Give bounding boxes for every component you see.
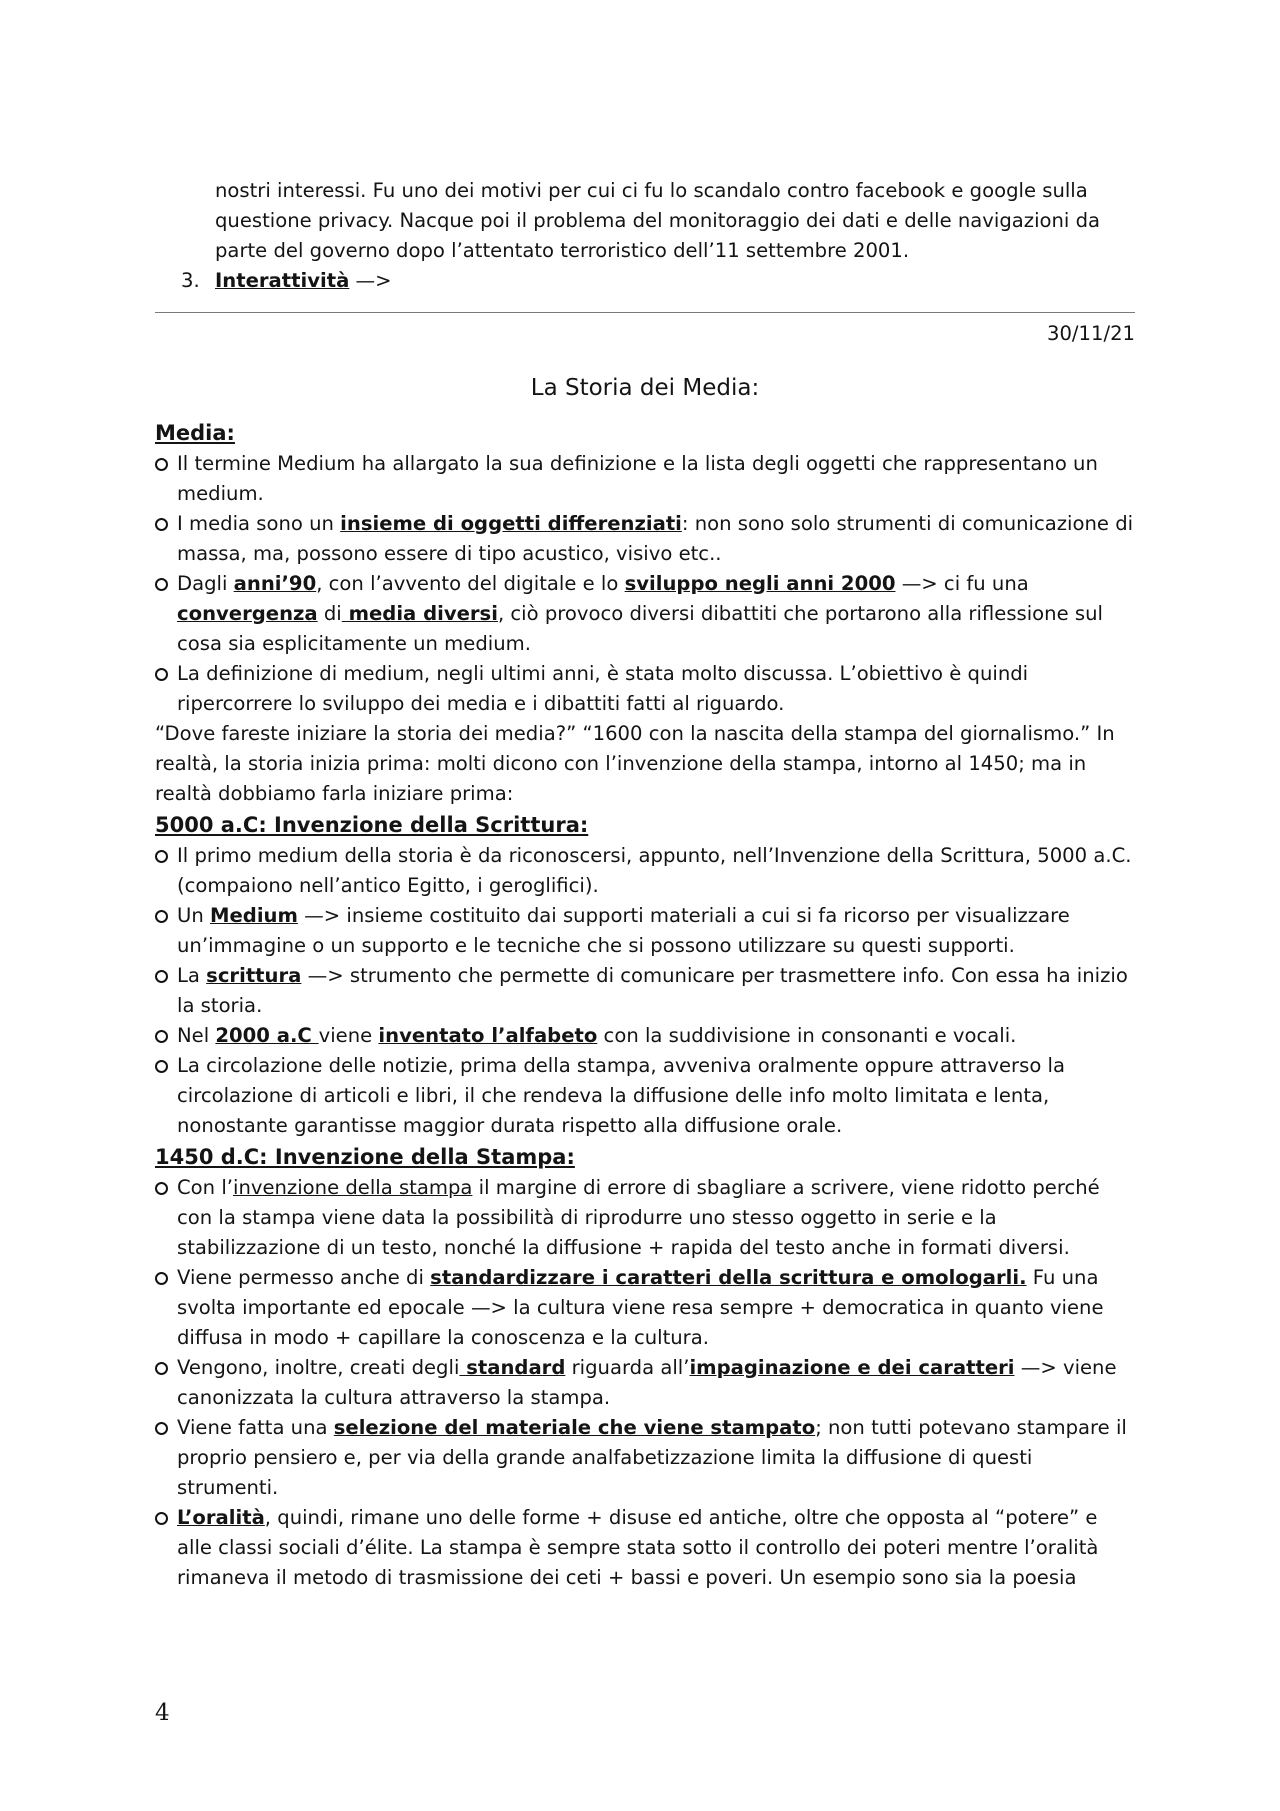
bullet-item: [155, 841, 1135, 901]
text-run: il margine di errore di sbagliare a scrivere, viene ridotto perché con la stampa viene data la possibilità di riprodurre uno stesso oggetto in serie e la stabilizzazione di un testo, nonché la diffusione + rapida del testo anche in formati diversi.: [177, 1176, 1100, 1259]
text-run: , quindi, rimane uno delle forme + disuse ed antiche, oltre che opposta al “potere” e alle classi sociali d’élite. La stampa è sempre stata sotto il controllo dei poteri mentre l’oralità rimaneva il metodo di trasmissione dei ceti + bassi e poveri. Un esempio sono sia la poesia: [177, 1506, 1099, 1589]
emphasis-run: Medium: [210, 904, 298, 927]
emphasis-run: L’oralità: [177, 1506, 265, 1529]
emphasis-run: standard: [459, 1356, 566, 1379]
text-run: Nel: [177, 1024, 216, 1047]
text-run: —> ci fu una: [895, 572, 1029, 595]
bullet-circle-icon: [155, 1362, 168, 1375]
text-run: ; non tutti potevano stampare il proprio pensiero e, per via della grande analfabetizzazione limita la diffusione di questi strumenti.: [177, 1416, 1127, 1499]
text-run: : non sono solo strumenti di comunicazione di massa, ma, possono essere di tipo acustico, visivo etc..: [177, 512, 1134, 565]
emphasis-run: convergenza: [177, 602, 318, 625]
bullet-text: La circolazione delle notizie, prima della stampa, avveniva oralmente oppure attraverso la circolazione di articoli e libri, il che rendeva la diffusione delle info molto limitata e lenta, nonostante garantisse maggior durata rispetto alla diffusione orale.: [177, 1054, 1065, 1137]
bullet-circle-icon: [155, 850, 168, 863]
text-run: La: [177, 964, 207, 987]
bullet-circle-icon: [155, 1512, 168, 1525]
bullet-item: [155, 901, 1135, 961]
bullet-item: [155, 1503, 1135, 1593]
emphasis-run: insieme di oggetti differenziati: [340, 512, 682, 535]
bullet-circle-icon: [155, 578, 168, 591]
bullet-circle-icon: [155, 970, 168, 983]
bullet-item: [155, 1051, 1135, 1141]
emphasis-run: standardizzare i caratteri della scrittura e omologarli.: [430, 1266, 1027, 1289]
bullet-text: Il primo medium della storia è da riconoscersi, appunto, nell’Invenzione della Scrittura, 5000 a.C. (compaiono nell’antico Egitto, i geroglifici).: [177, 844, 1132, 897]
emphasis-run: media diversi: [341, 602, 498, 625]
emphasis-run: anni’90: [233, 572, 317, 595]
bullet-circle-icon: [155, 518, 168, 531]
bullet-item: [155, 1353, 1135, 1413]
emphasis-run: inventato l’alfabeto: [378, 1024, 598, 1047]
text-run: Con l’: [177, 1176, 233, 1199]
bullet-item: [155, 509, 1135, 569]
bullet-item: [155, 1173, 1135, 1263]
emphasis-run: scrittura: [206, 964, 302, 987]
bullet-circle-icon: [155, 1422, 168, 1435]
item-number: 3.: [181, 269, 200, 292]
page-title: La Storia dei Media:: [530, 375, 760, 401]
bullet-item: [155, 569, 1135, 659]
numbered-item-3: [155, 266, 1135, 296]
text-run: —> insieme costituito dai supporti materiali a cui si fa ricorso per visualizzare un’immagine o un supporto e le tecniche che si possono utilizzare su questi supporti.: [177, 904, 1070, 957]
text-run: , con l’avvento del digitale e lo: [316, 572, 625, 595]
bullet-item: [155, 1021, 1135, 1051]
bullet-item: [155, 1263, 1135, 1353]
body-paragraph: “Dove fareste iniziare la storia dei media?” “1600 con la nascita della stampa del giornalismo.” In realtà, la storia inizia prima: molti dicono con l’invenzione della stampa, intorno al 1450; ma in realtà dobbiamo farla iniziare prima:: [155, 722, 1115, 805]
section-heading-media: Media:: [155, 421, 235, 445]
bullet-circle-icon: [155, 1060, 168, 1073]
section-heading-scrittura: 5000 a.C: Invenzione della Scrittura:: [155, 813, 589, 837]
note-date: 30/11/21: [1047, 322, 1135, 345]
text-run: Un: [177, 904, 210, 927]
text-run: Vengono, inoltre, creati degli: [177, 1356, 460, 1379]
bullet-item: [155, 659, 1135, 719]
item-arrow: —>: [349, 269, 392, 292]
text-run: viene: [318, 1024, 379, 1047]
item-term: Interattività: [215, 269, 350, 292]
page-content: [155, 176, 1135, 1593]
bullet-circle-icon: [155, 668, 168, 681]
emphasis-run: impaginazione e dei caratteri: [689, 1356, 1015, 1379]
text-run: con la suddivisione in consonanti e vocali.: [597, 1024, 1017, 1047]
text-run: Fu una svolta importante ed epocale —> la cultura viene resa sempre + democratica in quanto viene diffusa in modo + capillare la conoscenza e la cultura.: [177, 1266, 1104, 1349]
bullet-circle-icon: [155, 1182, 168, 1195]
text-run: Viene permesso anche di: [177, 1266, 431, 1289]
bullet-item: [155, 961, 1135, 1021]
continuation-paragraph: nostri interessi. Fu uno dei motivi per cui ci fu lo scandalo contro facebook e google sulla questione privacy. Nacque poi il problema del monitoraggio dei dati e delle navigazioni da parte del governo dopo l’attentato terroristico dell’11 settembre 2001.: [215, 179, 1101, 262]
emphasis-run: selezione del materiale che viene stampato: [333, 1416, 816, 1439]
emphasis-run: 2000 a.C: [215, 1024, 319, 1047]
section-heading-stampa: 1450 d.C: Invenzione della Stampa:: [155, 1145, 575, 1169]
page-number: 4: [155, 1700, 170, 1726]
bullet-circle-icon: [155, 458, 168, 471]
text-run: di: [317, 602, 342, 625]
text-run: —> strumento che permette di comunicare per trasmettere info. Con essa ha inizio la storia.: [177, 964, 1128, 1017]
underlined-run: invenzione della stampa: [233, 1176, 473, 1199]
section-divider: [155, 312, 1135, 313]
bullet-circle-icon: [155, 1030, 168, 1043]
bullet-item: [155, 449, 1135, 509]
emphasis-run: sviluppo negli anni 2000: [624, 572, 896, 595]
bullet-text: La definizione di medium, negli ultimi anni, è stata molto discussa. L’obiettivo è quindi ripercorrere lo sviluppo dei media e i dibattiti fatti al riguardo.: [177, 662, 1029, 715]
text-run: Viene fatta una: [177, 1416, 334, 1439]
text-run: , ciò provoco diversi dibattiti che portarono alla riflessione sul cosa sia esplicitamente un medium.: [177, 602, 1103, 655]
bullet-item: [155, 1413, 1135, 1503]
bullet-circle-icon: [155, 1272, 168, 1285]
text-run: Dagli: [177, 572, 234, 595]
bullet-circle-icon: [155, 910, 168, 923]
text-run: —> viene canonizzata la cultura attraverso la stampa.: [177, 1356, 1117, 1409]
text-run: I media sono un: [177, 512, 341, 535]
text-run: riguarda all’: [565, 1356, 690, 1379]
bullet-text: Il termine Medium ha allargato la sua definizione e la lista degli oggetti che rappresentano un medium.: [177, 452, 1098, 505]
